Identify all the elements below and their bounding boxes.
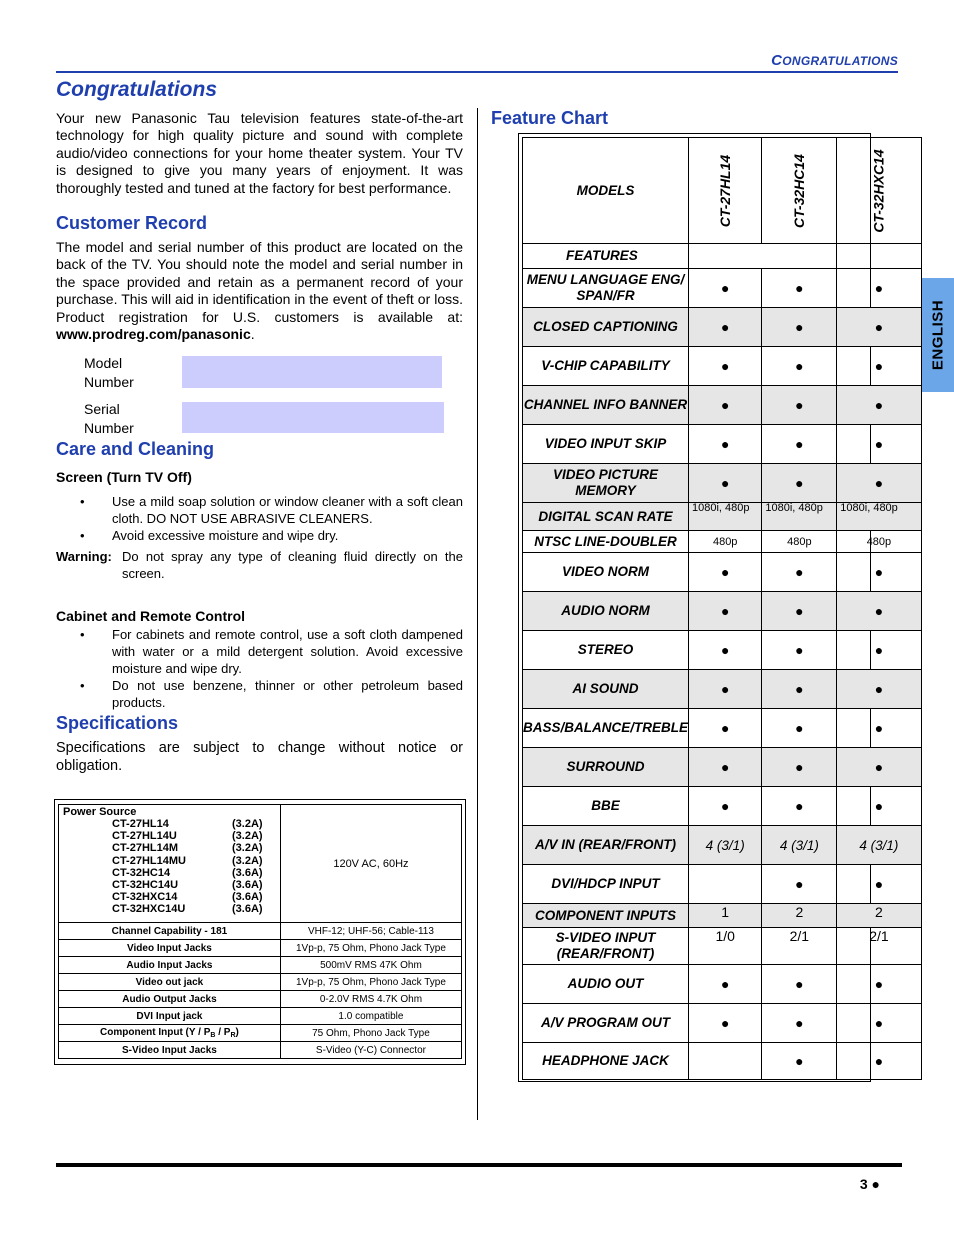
table-row xyxy=(523,531,922,553)
table-row: DVI Input jack 1.0 compatible xyxy=(59,1008,462,1025)
feature-name: CHANNEL INFO BANNER xyxy=(523,386,689,425)
feature-value: ● xyxy=(837,631,921,670)
feature-value: ● xyxy=(689,1004,762,1043)
feature-value: ● xyxy=(837,1004,921,1043)
feature-value: ● xyxy=(689,425,762,464)
feature-value: ● xyxy=(837,347,921,386)
feature-value: 2/1 xyxy=(762,928,837,965)
table-row xyxy=(523,748,922,787)
table-row xyxy=(523,269,922,308)
models-header: MODELS xyxy=(523,138,689,244)
feature-value: ● xyxy=(837,787,921,826)
table-row xyxy=(523,631,922,670)
model-column-header: CT-27HL14 xyxy=(689,138,762,244)
feature-value: ● xyxy=(689,965,762,1004)
feature-name: DVI/HDCP INPUT xyxy=(523,865,689,904)
feature-value: ● xyxy=(689,748,762,787)
language-tab: ENGLISH xyxy=(921,278,954,392)
power-model-row: CT-27HL14MU (3.2A) xyxy=(112,854,263,867)
feature-value: ● xyxy=(762,1043,837,1080)
feature-value: ● xyxy=(689,670,762,709)
feature-value: 480p xyxy=(689,531,762,553)
feature-value: ● xyxy=(837,1043,921,1080)
table-row xyxy=(523,1043,922,1080)
feature-name: STEREO xyxy=(523,631,689,670)
model-column-header: CT-32HXC14 xyxy=(837,138,921,244)
feature-value: ● xyxy=(837,670,921,709)
table-row xyxy=(59,805,462,923)
feature-value: ● xyxy=(689,308,762,347)
table-row: Video out jack 1Vp-p, 75 Ohm, Phono Jack Type xyxy=(59,974,462,991)
feature-value: ● xyxy=(689,631,762,670)
congratulations-heading: Congratulations xyxy=(56,78,217,101)
customer-record-text: The model and serial number of this product are located on the back of the TV. You should note the model and serial number in the space provided and retain as a permanent record of your purchase. This will aid in identification in the event of theft or loss. Product registration for U.S. customers is available at: www.prodreg.com/panasonic. xyxy=(56,239,463,343)
feature-value: ● xyxy=(762,1004,837,1043)
serial-number-field[interactable] xyxy=(182,402,444,433)
table-row xyxy=(523,670,922,709)
feature-value: ● xyxy=(689,269,762,308)
power-model-row: CT-32HXC14U (3.6A) xyxy=(112,903,263,916)
feature-value: ● xyxy=(689,553,762,592)
power-model-row: CT-32HC14 (3.6A) xyxy=(112,866,263,879)
feature-value: ● xyxy=(689,592,762,631)
serial-number-label: Serial Number xyxy=(84,401,134,436)
feature-value: ● xyxy=(762,592,837,631)
feature-name: BBE xyxy=(523,787,689,826)
warning-note: Warning: Do not spray any type of cleaning fluid directly on the screen. xyxy=(56,549,463,581)
feature-value: 2/1 xyxy=(837,928,921,965)
feature-name: MENU LANGUAGE ENG/ SPAN/FR xyxy=(523,269,689,308)
feature-name: S-VIDEO INPUT (REAR/FRONT) xyxy=(523,928,689,965)
power-model-row: CT-27HL14U (3.2A) xyxy=(112,830,263,843)
congratulations-text: Your new Panasonic Tau television features state-of-the-art technology for high quality picture and sound with complete audio/video connections for your home theater system. Your TV is designed to give you many years of enjoyment. It was thoroughly tested and tuned at the factory for best performance. xyxy=(56,110,463,196)
feature-value: ● xyxy=(837,553,921,592)
feature-value: ● xyxy=(689,464,762,503)
feature-value: 4 (3/1) xyxy=(762,826,837,865)
feature-value: ● xyxy=(689,787,762,826)
feature-value: ● xyxy=(762,553,837,592)
model-number-label: Model Number xyxy=(84,355,134,390)
feature-value: 4 (3/1) xyxy=(689,826,762,865)
feature-value: ● xyxy=(762,308,837,347)
table-row: Audio Input Jacks 500mV RMS 47K Ohm xyxy=(59,957,462,974)
table-row: S-Video Input Jacks S-Video (Y-C) Connector xyxy=(59,1042,462,1059)
feature-value: ● xyxy=(837,865,921,904)
feature-value: 1/0 xyxy=(689,928,762,965)
list-item: • For cabinets and remote control, use a soft cloth dampened with water or a mild detergent solution. Avoid excessive moisture and wipe dry. xyxy=(80,627,463,676)
feature-name: COMPONENT INPUTS xyxy=(523,904,689,928)
cabinet-subheading: Cabinet and Remote Control xyxy=(56,608,246,624)
feature-value: ● xyxy=(762,787,837,826)
feature-value: ● xyxy=(762,670,837,709)
feature-value: ● xyxy=(689,347,762,386)
table-row xyxy=(523,425,922,464)
feature-name: HEADPHONE JACK xyxy=(523,1043,689,1080)
feature-value: ● xyxy=(837,748,921,787)
model-column-header: CT-32HC14 xyxy=(762,138,837,244)
table-row xyxy=(523,347,922,386)
specifications-text: Specifications are subject to change without notice or obligation. xyxy=(56,740,463,774)
feature-value: ● xyxy=(762,865,837,904)
table-row xyxy=(523,965,922,1004)
features-header: FEATURES xyxy=(523,244,689,269)
table-row xyxy=(523,1004,922,1043)
table-row xyxy=(523,865,922,904)
feature-value: ● xyxy=(762,709,837,748)
feature-value: ● xyxy=(837,308,921,347)
table-row xyxy=(523,928,922,965)
table-row: Video Input Jacks 1Vp-p, 75 Ohm, Phono Jack Type xyxy=(59,940,462,957)
feature-value: ● xyxy=(837,592,921,631)
feature-value: 4 (3/1) xyxy=(837,826,921,865)
feature-name: BASS/BALANCE/TREBLE xyxy=(523,709,689,748)
feature-name: CLOSED CAPTIONING xyxy=(523,308,689,347)
power-model-row: CT-27HL14 (3.2A) xyxy=(112,818,263,830)
registration-url: www.prodreg.com/panasonic xyxy=(56,326,251,343)
feature-value: ● xyxy=(762,347,837,386)
table-row xyxy=(523,308,922,347)
table-row xyxy=(523,464,922,503)
feature-value: 1 xyxy=(689,904,762,928)
feature-name: AUDIO NORM xyxy=(523,592,689,631)
feature-value: ● xyxy=(837,965,921,1004)
power-model-row: CT-32HXC14 (3.6A) xyxy=(112,891,263,904)
table-row: Audio Output Jacks 0-2.0V RMS 4.7K Ohm xyxy=(59,991,462,1008)
feature-value: 1080i, 480p xyxy=(762,503,837,531)
table-row xyxy=(523,904,922,928)
feature-value: ● xyxy=(689,386,762,425)
list-item: • Use a mild soap solution or window cleaner with a soft clean cloth. DO NOT USE ABRASIVE CLEANERS. xyxy=(80,494,463,526)
care-cleaning-heading: Care and Cleaning xyxy=(56,439,215,459)
table-row xyxy=(523,787,922,826)
feature-value: ● xyxy=(837,425,921,464)
table-row xyxy=(523,826,922,865)
model-number-field[interactable] xyxy=(182,356,442,388)
power-source-cell: Power Source CT-27HL14 (3.2A) CT-27HL14U (3.2A) CT-27HL14M (3.2A) CT-27HL14MU (3.2A) CT-32HC14 (3.6A) CT-32HC14U (3.6A) CT-32HXC14 (3.6A) CT-32HXC14U (3.6A) xyxy=(59,805,281,923)
header-rule xyxy=(56,71,898,73)
feature-name: AI SOUND xyxy=(523,670,689,709)
list-item: • Avoid excessive moisture and wipe dry. xyxy=(80,528,339,543)
table-row: Component Input $(Y / P_B / P_R)$ 75 Ohm, Phono Jack Type xyxy=(59,1025,462,1042)
feature-chart-heading: Feature Chart xyxy=(491,108,609,128)
page-number: 3 ● xyxy=(859,1176,880,1192)
feature-name: VIDEO INPUT SKIP xyxy=(523,425,689,464)
feature-value xyxy=(689,1043,762,1080)
power-source-value: 120V AC, 60Hz xyxy=(280,805,461,923)
table-row xyxy=(523,138,922,244)
feature-value: 480p xyxy=(837,531,921,553)
feature-value: 2 xyxy=(762,904,837,928)
feature-value: ● xyxy=(837,269,921,308)
feature-table xyxy=(522,137,922,1080)
table-row xyxy=(523,244,922,269)
feature-value: 2 xyxy=(837,904,921,928)
footer-rule xyxy=(56,1163,902,1167)
feature-name: AUDIO OUT xyxy=(523,965,689,1004)
feature-value: ● xyxy=(762,631,837,670)
power-model-row: CT-27HL14M (3.2A) xyxy=(112,842,263,855)
feature-value: 1080i, 480p xyxy=(689,503,762,531)
customer-record-heading: Customer Record xyxy=(56,213,208,233)
table-row xyxy=(523,553,922,592)
feature-name: A/V PROGRAM OUT xyxy=(523,1004,689,1043)
feature-value: ● xyxy=(837,464,921,503)
specifications-heading: Specifications xyxy=(56,713,179,733)
feature-name: SURROUND xyxy=(523,748,689,787)
table-row xyxy=(523,503,922,531)
table-row: Channel Capability - 181 VHF-12; UHF-56; Cable-113 xyxy=(59,923,462,940)
power-model-row: CT-32HC14U (3.6A) xyxy=(112,879,263,892)
table-row xyxy=(523,709,922,748)
feature-name: VIDEO PICTURE MEMORY xyxy=(523,464,689,503)
screen-subheading: Screen (Turn TV Off) xyxy=(56,469,192,485)
feature-value: ● xyxy=(762,748,837,787)
feature-name: VIDEO NORM xyxy=(523,553,689,592)
spec-table xyxy=(58,804,462,1059)
feature-name: V-CHIP CAPABILITY xyxy=(523,347,689,386)
column-divider xyxy=(477,108,478,1120)
feature-name: NTSC LINE-DOUBLER xyxy=(523,531,689,553)
feature-value: 480p xyxy=(762,531,837,553)
feature-value: ● xyxy=(762,269,837,308)
feature-value: ● xyxy=(762,386,837,425)
feature-name: A/V IN (REAR/FRONT) xyxy=(523,826,689,865)
feature-value xyxy=(689,865,762,904)
feature-value: ● xyxy=(762,425,837,464)
list-item: • Do not use benzene, thinner or other petroleum based products. xyxy=(80,678,463,710)
feature-value: 1080i, 480p xyxy=(837,503,921,531)
feature-value: ● xyxy=(762,464,837,503)
feature-value: ● xyxy=(762,965,837,1004)
feature-value: ● xyxy=(689,709,762,748)
feature-value: ● xyxy=(837,709,921,748)
feature-value: ● xyxy=(837,386,921,425)
running-header: CONGRATULATIONS xyxy=(771,52,898,69)
table-row xyxy=(523,386,922,425)
feature-name: DIGITAL SCAN RATE xyxy=(523,503,689,531)
table-row xyxy=(523,592,922,631)
